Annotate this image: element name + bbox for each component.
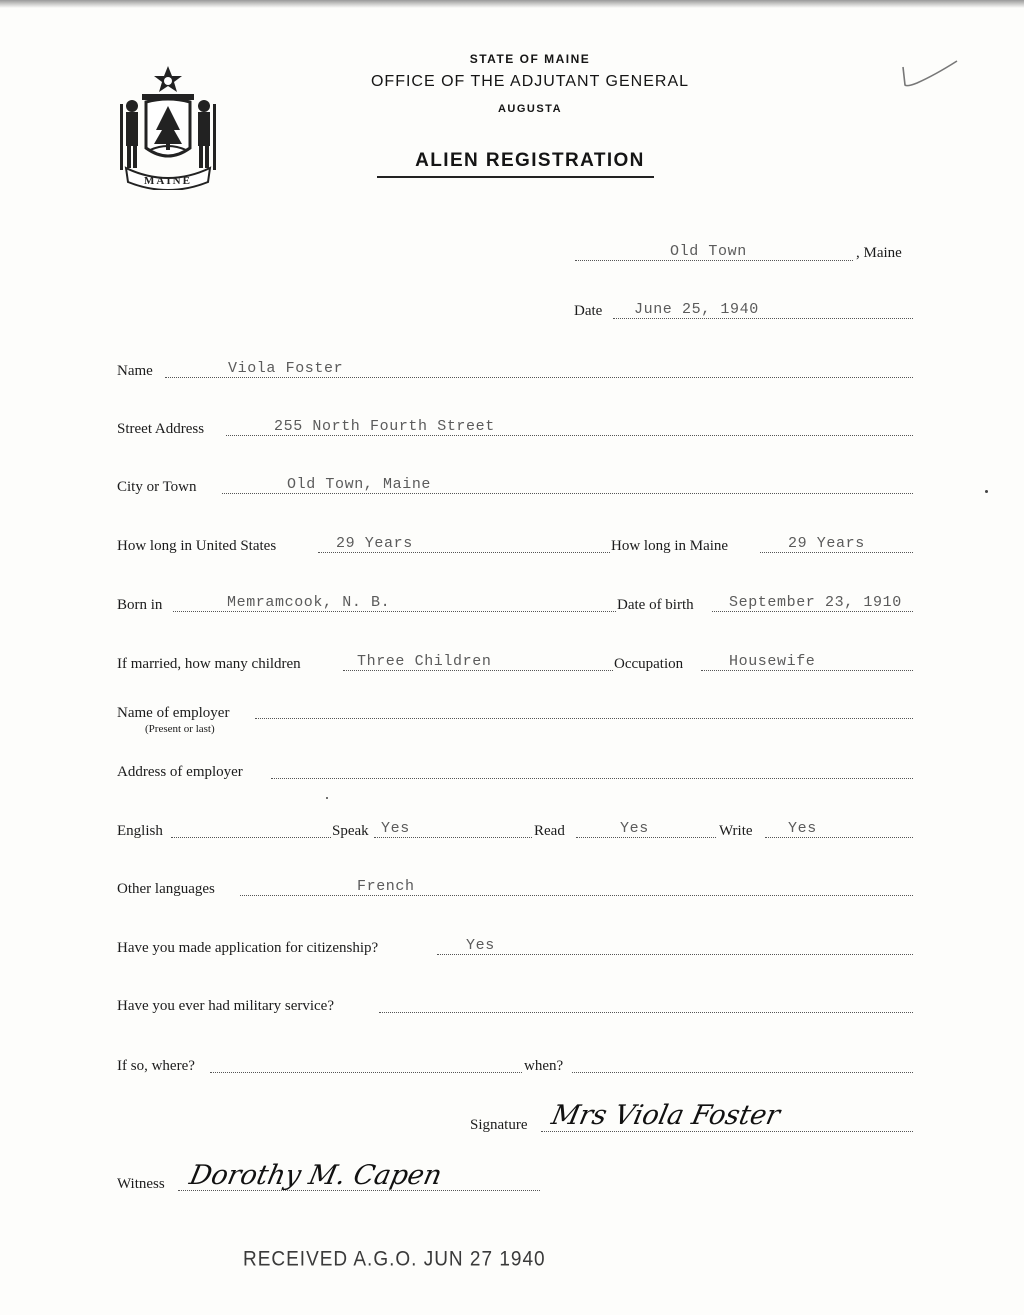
checkmark-icon xyxy=(895,55,965,95)
speak-value: Yes xyxy=(381,820,410,837)
scan-speck xyxy=(326,797,328,799)
signature-label: Signature xyxy=(470,1117,528,1133)
read-label: Read xyxy=(534,823,565,839)
date-value: June 25, 1940 xyxy=(634,301,759,318)
how-long-maine-label: How long in Maine xyxy=(611,538,729,554)
seal-text: MAINE xyxy=(144,175,192,187)
where-label: If so, where? xyxy=(117,1058,195,1074)
citizenship-label: Have you made application for citizenship? xyxy=(117,940,379,956)
occupation-label: Occupation xyxy=(614,656,684,672)
city-or-town-label: City or Town xyxy=(117,479,197,495)
witness-signature: Dorothy M. Capen xyxy=(186,1160,445,1191)
how-long-maine-value: 29 Years xyxy=(788,535,865,552)
date-label: Date xyxy=(574,303,603,319)
city-heading: AUGUSTA xyxy=(497,103,563,115)
street-address-value: 255 North Fourth Street xyxy=(274,418,495,435)
city-or-town-value: Old Town, Maine xyxy=(287,476,432,493)
place-suffix: , Maine xyxy=(856,245,902,261)
born-in-value: Memramcook, N. B. xyxy=(227,594,391,611)
military-service-label: Have you ever had military service? xyxy=(117,998,334,1014)
form-title: ALIEN REGISTRATION xyxy=(415,150,645,171)
office-heading: OFFICE OF THE ADJUTANT GENERAL xyxy=(370,73,690,90)
english-label: English xyxy=(117,823,163,839)
scan-speck xyxy=(985,490,988,493)
street-address-label: Street Address xyxy=(117,421,205,437)
employer-name-label: Name of employer xyxy=(117,705,230,721)
write-label: Write xyxy=(719,823,753,839)
other-languages-value: French xyxy=(357,878,415,895)
citizenship-value: Yes xyxy=(466,937,495,954)
witness-label: Witness xyxy=(117,1176,165,1192)
state-heading: STATE OF MAINE xyxy=(469,52,591,66)
date-of-birth-label: Date of birth xyxy=(617,597,694,613)
employer-name-sublabel: (Present or last) xyxy=(145,723,215,735)
employer-address-label: Address of employer xyxy=(117,764,243,780)
how-long-us-label: How long in United States xyxy=(117,538,277,554)
read-value: Yes xyxy=(620,820,649,837)
when-label: when? xyxy=(524,1058,564,1074)
write-value: Yes xyxy=(788,820,817,837)
place-value: Old Town xyxy=(670,243,747,260)
how-long-us-value: 29 Years xyxy=(336,535,413,552)
name-label: Name xyxy=(117,363,153,379)
name-value: Viola Foster xyxy=(228,360,344,377)
children-value: Three Children xyxy=(357,653,492,670)
title-underline xyxy=(377,176,654,178)
other-languages-label: Other languages xyxy=(117,881,215,897)
scan-edge xyxy=(0,0,1024,8)
received-stamp: RECEIVED A.G.O. JUN 27 1940 xyxy=(243,1247,546,1271)
occupation-value: Housewife xyxy=(729,653,816,670)
applicant-signature: Mrs Viola Foster xyxy=(548,1100,783,1131)
speak-label: Speak xyxy=(332,823,369,839)
born-in-label: Born in xyxy=(117,597,163,613)
date-of-birth-value: September 23, 1910 xyxy=(729,594,902,611)
children-label: If married, how many children xyxy=(117,656,301,672)
